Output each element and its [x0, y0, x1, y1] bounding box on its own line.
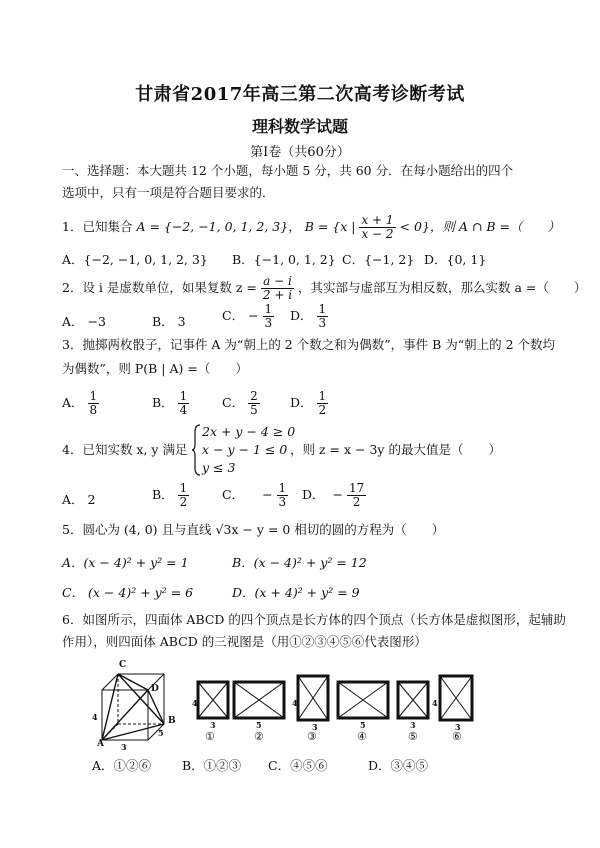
q3-option-c-den: 5 — [250, 403, 258, 417]
q4-option-d-frac — [347, 482, 366, 509]
view-5-number: ⑤ — [408, 730, 418, 743]
view-4-number: ④ — [357, 730, 367, 743]
q4-option-c-label: C． — [222, 487, 245, 502]
q1-option-c: C．{−1, 2} — [342, 252, 415, 267]
q6-option-d: D．③④⑤ — [368, 758, 429, 773]
q2-option-c — [222, 303, 274, 330]
section-intro-line2: 选项中，只有一项是符合题目要求的． — [62, 185, 275, 200]
q3-option-a-den: 8 — [89, 403, 98, 417]
q4-option-d-den: 2 — [352, 495, 361, 509]
question-2-stem — [62, 275, 586, 302]
view-2-number: ② — [254, 730, 264, 743]
q4-option-d-label: D． — [302, 487, 325, 502]
q4-option-b-frac — [178, 482, 190, 509]
view-3 — [298, 676, 328, 720]
q1-frac-den: x − 2 — [361, 227, 394, 241]
exam-subtitle: 理科数学试题 — [251, 117, 348, 136]
q4-option-a: A． 2 — [62, 492, 96, 507]
q3-option-c-frac — [248, 390, 260, 417]
q6-vertex-d: D — [151, 684, 159, 694]
q5-option-c: C． (x − 4)² + y² = 6 — [62, 585, 194, 600]
q3-option-b-label: B． — [152, 395, 174, 410]
q6-vertex-c: C — [119, 660, 127, 670]
view-2 — [234, 682, 284, 718]
q1-fraction — [359, 214, 395, 241]
section-intro-line1: 一、选择题：本大题共 12 个小题，每小题 5 分，共 60 分．在每小题给出的四个 — [62, 163, 514, 178]
q5-option-d: D．(x + 4)² + y² = 9 — [232, 585, 360, 600]
q3-option-b-frac — [178, 390, 190, 417]
q4-option-c-frac — [277, 482, 289, 509]
q3-stem-line1: 3．抛掷两枚骰子，记事件 A 为“朝上的 2 个数之和为偶数”，事件 B 为“朝上的 2 个数均 — [62, 337, 556, 352]
q4-option-b-num: 1 — [179, 481, 188, 495]
view-1-side-label: 4 — [192, 698, 198, 708]
q6-vertex-b: B — [168, 716, 176, 726]
q2-frac-den: 2 + i — [262, 288, 293, 302]
q4-condition-2: x − y − 1 ≤ 0 — [202, 442, 288, 457]
q2-option-d-num: 1 — [318, 302, 327, 316]
q1-set-a: A = {−2, −1, 0, 1, 2, 3}， — [136, 219, 301, 234]
q4-option-d-sign: − — [332, 487, 343, 502]
q2-option-c-sign: − — [248, 308, 259, 323]
q3-option-c-num: 2 — [250, 389, 258, 403]
q3-option-b — [152, 390, 189, 417]
q4-option-c-sign: − — [262, 487, 273, 502]
q2-frac-num: a − i — [261, 275, 294, 289]
view-4 — [338, 682, 388, 718]
q4-option-d — [302, 482, 366, 509]
q6-vertex-a: A — [97, 739, 104, 749]
q3-option-c-label: C． — [222, 395, 245, 410]
q1-option-d: D．{0, 1} — [424, 252, 487, 267]
view-6-number: ⑥ — [452, 730, 462, 743]
q1-frac-num: x + 1 — [361, 213, 394, 227]
q6-dim-depth: 5 — [158, 728, 164, 738]
q2-fraction — [261, 275, 294, 302]
q4-option-d-num: 17 — [348, 481, 365, 495]
view-1-number: ① — [205, 730, 215, 743]
q2-option-c-label: C． — [222, 308, 245, 323]
q4-condition-3: y ≤ 3 — [202, 460, 236, 475]
view-1-bottom-label: 3 — [210, 720, 216, 730]
q4-option-c-den: 3 — [278, 495, 287, 509]
q6-dim-length: 3 — [121, 742, 127, 752]
q4-condition-1: 2x + y − 4 ≥ 0 — [202, 424, 296, 439]
q4-option-c-num: 1 — [278, 481, 287, 495]
q4-option-b — [152, 482, 189, 509]
q1-set-b-suffix: < 0}，则 A ∩ B =（ ） — [399, 219, 560, 234]
q6-stem-line1: 6．如图所示，四面体 ABCD 的四个顶点是长方体的四个顶点（长方体是虚拟图形，起辅助 — [62, 612, 566, 627]
view-5-bottom-label: 3 — [410, 720, 416, 730]
q2-option-c-frac — [263, 303, 275, 330]
q4-stem-suffix: ，则 z = x − 3y 的最大值是（ ） — [290, 442, 501, 457]
q3-option-b-den: 4 — [179, 403, 188, 417]
q1-option-a: A．{−2, −1, 0, 1, 2, 3} — [62, 252, 208, 267]
view-3-bottom-label: 3 — [312, 722, 318, 732]
q4-option-c — [222, 482, 288, 509]
q2-option-b: B． 3 — [152, 314, 186, 329]
q3-option-a-frac — [88, 390, 100, 417]
q3-option-a — [62, 390, 99, 417]
q3-option-d-den: 2 — [318, 403, 327, 417]
q2-option-c-num: 1 — [264, 302, 273, 316]
view-3-side-label: 4 — [292, 698, 298, 708]
view-3-number: ③ — [307, 730, 317, 743]
q6-dim-height: 4 — [92, 712, 98, 722]
q1-prefix: 1．已知集合 — [62, 219, 133, 234]
q4-brace — [192, 424, 202, 476]
q1-option-b: B．{−1, 0, 1, 2} — [232, 252, 336, 267]
q2-option-a: A． −3 — [62, 314, 106, 329]
q3-option-d-num: 1 — [318, 389, 327, 403]
q6-option-b: B．①②③ — [182, 758, 242, 773]
view-5 — [398, 682, 428, 718]
q4-option-b-label: B． — [152, 487, 174, 502]
q2-option-d — [290, 303, 328, 330]
q5-stem: 5．圆心为 (4, 0) 且与直线 √3x − y = 0 相切的圆的方程为（ ） — [62, 522, 445, 537]
q3-option-d — [290, 390, 328, 417]
q3-option-d-frac — [317, 390, 329, 417]
q3-option-c — [222, 390, 260, 417]
q4-option-b-den: 2 — [179, 495, 188, 509]
view-6-side-label: 4 — [432, 698, 438, 708]
q4-stem-prefix: 4．已知实数 x, y 满足 — [62, 442, 188, 457]
q6-option-a: A．①②⑥ — [92, 758, 152, 773]
q6-option-c: C．④⑤⑥ — [268, 758, 328, 773]
q3-option-b-num: 1 — [179, 389, 188, 403]
q1-set-b-prefix: B = {x | — [304, 219, 356, 234]
q5-option-a: A．(x − 4)² + y² = 1 — [62, 555, 189, 570]
q6-stem-line2: 作用），则四面体 ABCD 的三视图是（用①②③④⑤⑥代表图形） — [62, 634, 427, 649]
q2-option-d-den: 3 — [318, 316, 327, 330]
q2-prefix: 2．设 i 是虚数单位，如果复数 z = — [62, 280, 257, 295]
view-4-bottom-label: 5 — [360, 720, 366, 730]
q3-option-d-label: D． — [290, 395, 313, 410]
view-6 — [440, 676, 472, 720]
q3-stem-line2: 为偶数”，则 P(B | A) =（ ） — [62, 361, 248, 376]
view-2-bottom-label: 5 — [256, 720, 262, 730]
q2-suffix: ，其实部与虚部互为相反数，那么实数 a =（ ） — [298, 280, 587, 295]
q3-option-a-num: 1 — [89, 389, 98, 403]
exam-title: 甘肃省2017年高三第二次高考诊断考试 — [135, 84, 465, 105]
q3-option-a-label: A． — [62, 395, 84, 410]
question-1-stem — [62, 214, 560, 241]
volume-heading: 第Ⅰ卷（共60分） — [250, 145, 350, 160]
q5-option-b: B．(x − 4)² + y² = 12 — [232, 555, 367, 570]
view-1 — [198, 682, 228, 718]
q2-option-d-frac — [317, 303, 329, 330]
view-6-bottom-label: 3 — [455, 722, 461, 732]
q2-option-c-den: 3 — [264, 316, 273, 330]
q2-option-d-label: D． — [290, 308, 313, 323]
